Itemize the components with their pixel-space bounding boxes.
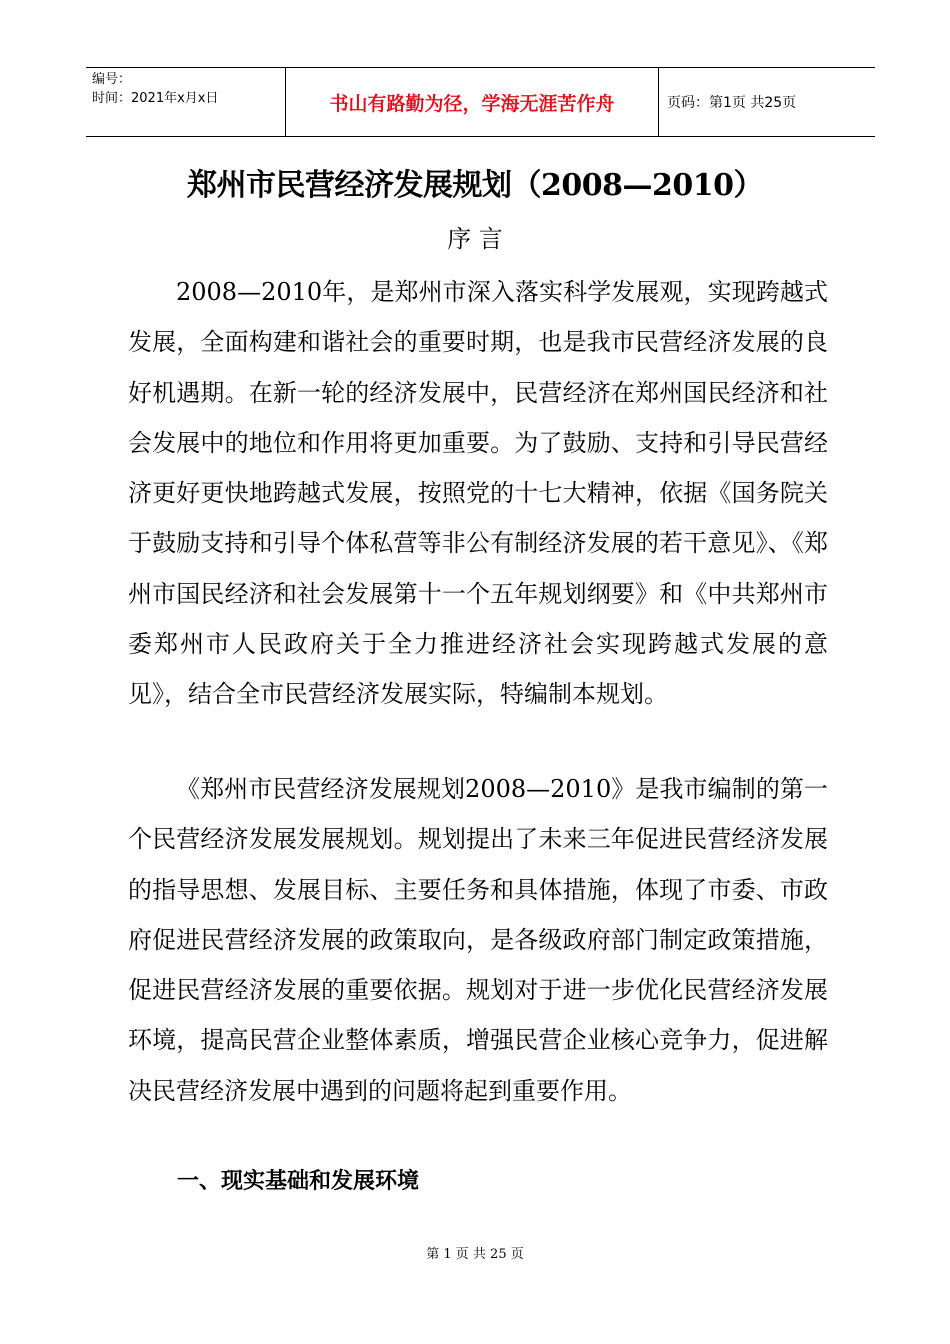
page-footer: 第 1 页 共 25 页 <box>426 1247 524 1262</box>
header-slogan-cell <box>285 68 659 136</box>
header-slogan: 书山有路勤为径，学海无涯苦作舟 <box>329 93 615 115</box>
header-meta-cell <box>86 68 284 136</box>
body-paragraph-2: 《郑州市民营经济发展规划2008—2010》是我市编制的第一个民营经济发展发展规划。规划提出了未来三年促进民营经济发展的指导思想、发展目标、主要任务和具体措施，体现了市委、市政府促进民营经济发展的政策取向，是各级政府部门制定政策措施，促进民营经济发展的重要依据。规划对于进一步优化民营经济发展环境，提高民营企业整体素质，增强民营企业核心竞争力，促进解决民营经济发展中遇到的问题将起到重要作用。 <box>128 775 828 1105</box>
page-header <box>86 67 875 137</box>
document-time: 时间：2021年x月x日 <box>92 91 219 106</box>
document-title: 郑州市民营经济发展规划（2008—2010） <box>187 168 763 203</box>
header-page-cell <box>659 68 875 136</box>
section-heading: 一、现实基础和发展环境 <box>177 1169 420 1194</box>
preface-heading: 序 言 <box>447 225 503 253</box>
document-number-label: 编号： <box>92 72 132 87</box>
body-paragraph-1: 2008—2010年，是郑州市深入落实科学发展观，实现跨越式发展，全面构建和谐社会的重要时期，也是我市民营经济发展的良好机遇期。在新一轮的经济发展中，民营经济在郑州国民经济和社会发展中的地位和作用将更加重要。为了鼓励、支持和引导民营经济更好更快地跨越式发展，按照党的十七大精神，依据《国务院关于鼓励支持和引导个体私营等非公有制经济发展的若干意见》、《郑州市国民经济和社会发展第十一个五年规划纲要》和《中共郑州市委郑州市人民政府关于全力推进经济社会实现跨越式发展的意见》，结合全市民营经济发展实际，特编制本规划。 <box>128 278 828 709</box>
header-page-info: 页码：第1页 共25页 <box>667 95 797 111</box>
